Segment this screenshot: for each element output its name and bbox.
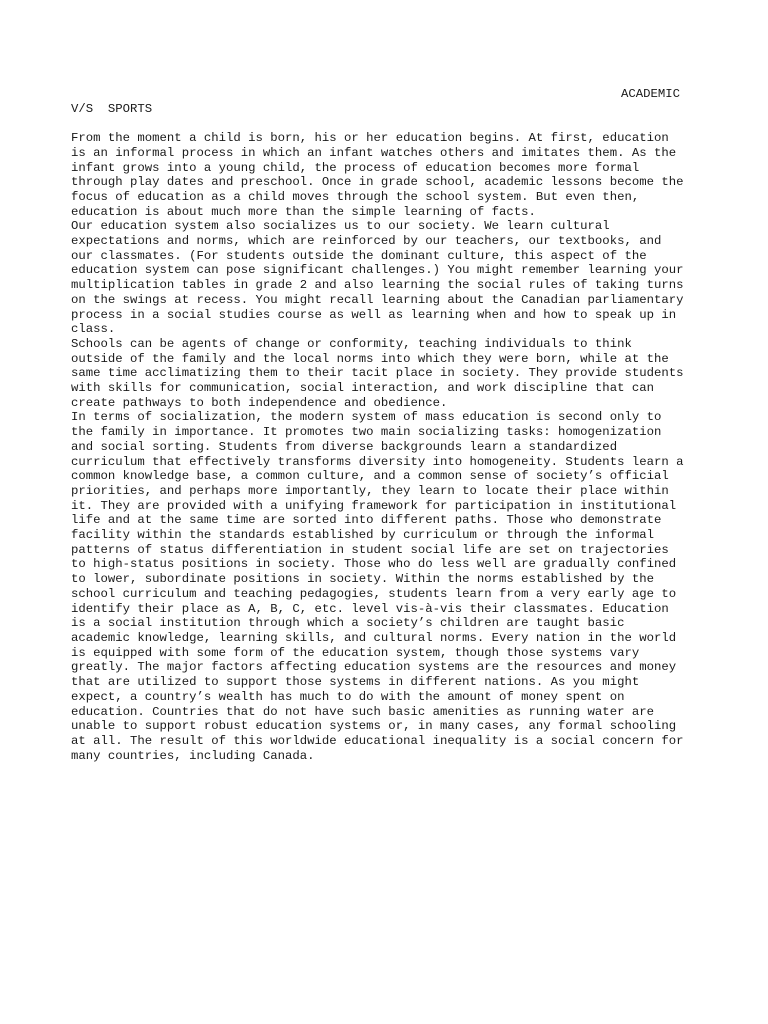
paragraph-intro: From the moment a child is born, his or her education begins. At first, education is an informal process in which an infant watches others and imitates them. As the infant grows into a young child, the process of education becomes more formal through play dates and preschool. Once in grade school, academic lessons become the focus of education as a child moves through the school system. But even then, education is about much more than the simple learning of facts. (71, 131, 684, 219)
paragraph-socialization: In terms of socialization, the modern system of mass education is second only to the family in importance. It promotes two main socializing tasks: homogenization and social sorting. Students from diverse backgrounds learn a standardized curriculum that effectively transforms diversity into homogeneity. Students learn a common knowledge base, a common culture, and a common sense of society’s official priorities, and perhaps more importantly, they learn to locate their place within it. They are provided with a unifying framework for participation in institutional life and at the same time are sorted into different paths. Those who demonstrate facility within the standards established by curriculum or through the informal patterns of status differentiation in student social life are set on trajectories to high-status positions in society. Those who do less well are gradually confined to lower, subordinate positions in society. Within the norms established by the school curriculum and teaching pedagogies, students learn from a very early age to identify their place as A, B, C, etc. level vis-à-vis their classmates. Education is a social institution through which a society’s children are taught basic academic knowledge, learning skills, and cultural norms. Every nation in the world is equipped with some form of the education system, though those systems vary greatly. The major factors affecting education systems are the resources and money that are utilized to support those systems in different nations. As you might expect, a country’s wealth has much to do with the amount of money spent on education. Countries that do not have such basic amenities as running water are unable to support robust education systems or, in many cases, any formal schooling at all. The result of this worldwide educational inequality is a social concern for many countries, including Canada. (71, 410, 684, 763)
paragraph-agents-of-change: Schools can be agents of change or conformity, teaching individuals to think outside of the family and the local norms into which they were born, while at the same time acclimatizing them to their tacit place in society. They provide students with skills for communication, social interaction, and work discipline that can create pathways to both independence and obedience. (71, 336, 684, 410)
document-page (71, 87, 711, 763)
title-vs-sports: V/S SPORTS (71, 101, 153, 116)
title-academic: ACADEMIC (621, 87, 681, 101)
title-spacer (71, 116, 711, 131)
paragraph-socializes: Our education system also socializes us to our society. We learn cultural expectations and norms, which are reinforced by our teachers, our textbooks, and our classmates. (For students outside the dominant culture, this aspect of the education system can pose significant challenges.) You might remember learning your multiplication tables in grade 2 and also learning the social rules of taking turns on the swings at recess. You might recall learning about the Canadian parliamentary process in a social studies course as well as learning when and how to speak up in class. (71, 219, 684, 337)
